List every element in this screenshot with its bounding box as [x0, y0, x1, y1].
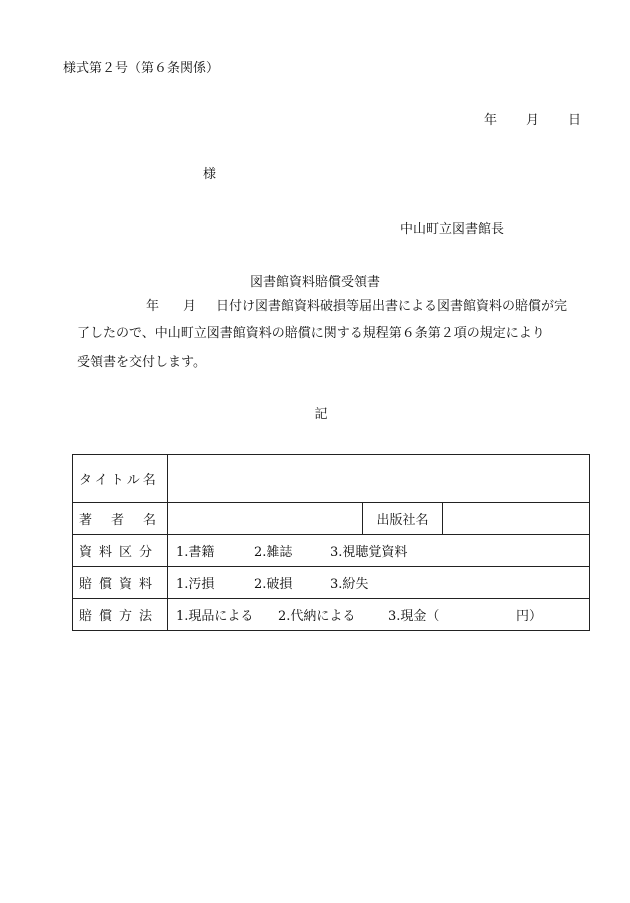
body-line-3: 受領書を交付します。 — [77, 355, 206, 370]
body-month: 月 — [183, 299, 197, 314]
category-option-book[interactable]: 1.書籍 — [176, 545, 215, 560]
body-line-1-text: 日付け図書館資料破損等届出書による図書館資料の賠償が完 — [216, 299, 568, 314]
damage-option-soiled[interactable]: 1.汚損 — [176, 577, 215, 592]
category-option-magazine[interactable]: 2.雑誌 — [254, 545, 293, 560]
category-options — [168, 535, 590, 567]
damage-option-broken[interactable]: 2.破損 — [254, 577, 293, 592]
title-value-field[interactable] — [168, 455, 590, 503]
body-line-1 — [146, 300, 567, 313]
category-row — [73, 535, 590, 567]
author-row — [73, 503, 590, 535]
category-label: 資料区分 — [79, 545, 160, 560]
title-row — [73, 455, 590, 503]
method-label: 賠償方法 — [79, 609, 160, 624]
damage-label-cell — [73, 567, 168, 599]
body-year: 年 — [146, 299, 160, 314]
publisher-label-cell — [363, 503, 443, 535]
category-option-av[interactable]: 3.視聴覚資料 — [330, 545, 408, 560]
issuer-name: 中山町立図書館長 — [400, 222, 505, 237]
method-options — [168, 599, 590, 631]
form-number: 様式第２号（第６条関係） — [63, 61, 220, 76]
method-row — [73, 599, 590, 631]
title-label: タイトル名 — [79, 473, 159, 488]
damage-option-lost[interactable]: 3.紛失 — [330, 577, 369, 592]
publisher-label: 出版社名 — [376, 513, 429, 528]
body-line-2: 了したので、中山町立図書館資料の賠償に関する規程第６条第２項の規定により — [77, 326, 545, 341]
damage-options — [168, 567, 590, 599]
method-option-cash[interactable]: 3.現金（ — [388, 609, 440, 624]
method-option-goods[interactable]: 1.現品による — [176, 609, 254, 624]
ki-heading: 記 — [314, 407, 328, 422]
method-yen-suffix: 円） — [516, 609, 543, 624]
date-year-label: 年 — [484, 113, 498, 128]
method-label-cell — [73, 599, 168, 631]
author-label: 著 者 名 — [79, 513, 160, 528]
date-month-label: 月 — [526, 113, 540, 128]
document-title: 図書館資料賠償受領書 — [249, 275, 380, 290]
publisher-value-field[interactable] — [443, 503, 590, 535]
damage-row — [73, 567, 590, 599]
recipient-suffix: 様 — [203, 167, 217, 182]
category-label-cell — [73, 535, 168, 567]
damage-label: 賠償資料 — [79, 577, 160, 592]
title-label-cell — [73, 455, 168, 503]
author-label-cell — [73, 503, 168, 535]
author-value-field[interactable] — [168, 503, 363, 535]
date-day-label: 日 — [568, 113, 582, 128]
method-option-substitute[interactable]: 2.代納による — [278, 609, 356, 624]
compensation-table — [72, 454, 590, 631]
